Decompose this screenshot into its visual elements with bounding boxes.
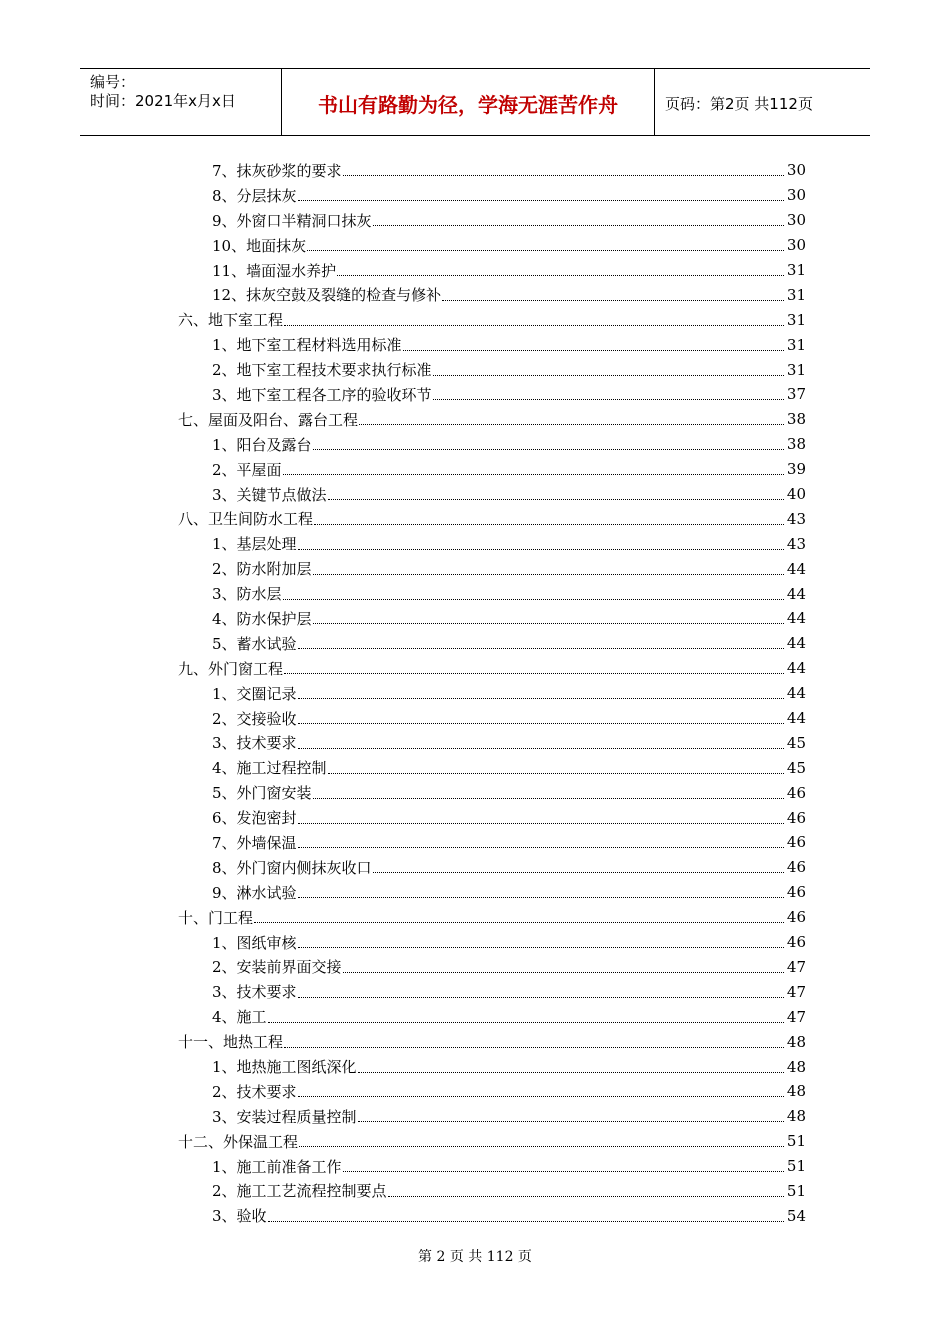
toc-dot-leader bbox=[442, 286, 784, 304]
toc-entry[interactable] bbox=[0, 1054, 950, 1079]
toc-entry-title: 十、门工程 bbox=[178, 908, 254, 927]
toc-entry-title: 1、阳台及露台 bbox=[212, 435, 312, 454]
toc-entry-title: 3、地下室工程各工序的验收环节 bbox=[212, 385, 432, 404]
toc-dot-leader bbox=[298, 186, 784, 204]
toc-entry[interactable] bbox=[0, 880, 950, 905]
toc-entry-page-number: 44 bbox=[786, 584, 806, 603]
toc-dot-leader bbox=[373, 858, 784, 876]
toc-dot-leader bbox=[373, 211, 784, 229]
toc-entry[interactable] bbox=[0, 357, 950, 382]
toc-entry-page-number: 44 bbox=[786, 659, 806, 678]
toc-entry-title: 6、发泡密封 bbox=[212, 809, 297, 828]
toc-dot-leader bbox=[284, 1033, 784, 1051]
toc-entry[interactable] bbox=[0, 855, 950, 880]
toc-dot-leader bbox=[298, 809, 784, 827]
toc-dot-leader bbox=[343, 1157, 784, 1175]
toc-entry-page-number: 31 bbox=[786, 335, 806, 354]
toc-dot-leader bbox=[268, 1207, 784, 1225]
toc-entry-title: 六、地下室工程 bbox=[178, 311, 284, 330]
toc-entry-page-number: 51 bbox=[786, 1157, 806, 1176]
toc-dot-leader bbox=[433, 385, 784, 403]
toc-entry-page-number: 31 bbox=[786, 360, 806, 379]
toc-entry-title: 2、平屋面 bbox=[212, 460, 282, 479]
toc-dot-leader bbox=[358, 1058, 784, 1076]
toc-entry-page-number: 45 bbox=[786, 733, 806, 752]
toc-entry[interactable] bbox=[0, 1203, 950, 1228]
toc-entry-title: 九、外门窗工程 bbox=[178, 659, 284, 678]
toc-entry-page-number: 46 bbox=[786, 783, 806, 802]
toc-dot-leader bbox=[298, 734, 784, 752]
toc-entry-title: 4、防水保护层 bbox=[212, 609, 312, 628]
toc-dot-leader bbox=[298, 933, 784, 951]
toc-entry-page-number: 31 bbox=[786, 310, 806, 329]
toc-entry-page-number: 48 bbox=[786, 1057, 806, 1076]
toc-dot-leader bbox=[328, 485, 784, 503]
toc-dot-leader bbox=[328, 759, 784, 777]
toc-entry[interactable] bbox=[0, 979, 950, 1004]
toc-entry-page-number: 47 bbox=[786, 1007, 806, 1026]
toc-dot-leader bbox=[358, 1107, 784, 1125]
toc-entry[interactable] bbox=[0, 432, 950, 457]
document-number-label: 编号： bbox=[90, 73, 136, 91]
toc-dot-leader bbox=[298, 883, 784, 901]
toc-entry-title: 2、防水附加层 bbox=[212, 560, 312, 579]
toc-entry-title: 12、抹灰空鼓及裂缝的检查与修补 bbox=[212, 286, 442, 305]
toc-entry-title: 9、淋水试验 bbox=[212, 883, 297, 902]
toc-dot-leader bbox=[313, 435, 784, 453]
toc-entry[interactable] bbox=[0, 606, 950, 631]
toc-dot-leader bbox=[298, 983, 784, 1001]
toc-entry-page-number: 30 bbox=[786, 211, 806, 230]
toc-entry[interactable] bbox=[0, 681, 950, 706]
toc-entry-page-number: 31 bbox=[786, 285, 806, 304]
toc-dot-leader bbox=[268, 1008, 784, 1026]
toc-entry-page-number: 46 bbox=[786, 858, 806, 877]
document-time-label: 时间：2021年x月x日 bbox=[90, 92, 236, 110]
toc-entry[interactable] bbox=[0, 506, 950, 531]
toc-dot-leader bbox=[284, 311, 784, 329]
toc-entry[interactable] bbox=[0, 656, 950, 681]
toc-dot-leader bbox=[298, 535, 784, 553]
toc-entry-title: 3、安装过程质量控制 bbox=[212, 1107, 357, 1126]
toc-entry-title: 3、验收 bbox=[212, 1207, 267, 1226]
toc-entry-title: 1、基层处理 bbox=[212, 535, 297, 554]
toc-entry-page-number: 47 bbox=[786, 982, 806, 1001]
header-motto: 书山有路勤为径，学海无涯苦作舟 bbox=[318, 92, 618, 117]
toc-dot-leader bbox=[283, 585, 784, 603]
header-meta-cell bbox=[80, 69, 282, 135]
toc-entry[interactable] bbox=[0, 332, 950, 357]
toc-dot-leader bbox=[337, 261, 784, 279]
header-motto-cell bbox=[282, 69, 655, 135]
toc-entry-page-number: 40 bbox=[786, 485, 806, 504]
toc-dot-leader bbox=[359, 410, 784, 428]
toc-entry[interactable] bbox=[0, 1029, 950, 1054]
toc-entry[interactable] bbox=[0, 930, 950, 955]
toc-entry[interactable] bbox=[0, 730, 950, 755]
toc-entry-page-number: 46 bbox=[786, 933, 806, 952]
toc-entry-title: 十一、地热工程 bbox=[178, 1033, 284, 1052]
toc-entry-title: 2、交接验收 bbox=[212, 709, 297, 728]
toc-entry-page-number: 37 bbox=[786, 385, 806, 404]
toc-entry-title: 2、地下室工程技术要求执行标准 bbox=[212, 361, 432, 380]
toc-entry[interactable] bbox=[0, 282, 950, 307]
toc-entry[interactable] bbox=[0, 457, 950, 482]
toc-entry[interactable] bbox=[0, 531, 950, 556]
toc-entry[interactable] bbox=[0, 830, 950, 855]
toc-entry[interactable] bbox=[0, 258, 950, 283]
toc-entry-title: 7、抹灰砂浆的要求 bbox=[212, 161, 342, 180]
toc-entry[interactable] bbox=[0, 1129, 950, 1154]
toc-entry-title: 3、关键节点做法 bbox=[212, 485, 327, 504]
toc-entry-title: 5、外门窗安装 bbox=[212, 784, 312, 803]
toc-entry-page-number: 44 bbox=[786, 634, 806, 653]
toc-entry-title: 1、图纸审核 bbox=[212, 933, 297, 952]
toc-entry-page-number: 48 bbox=[786, 1032, 806, 1051]
footer-page-number: 第 2 页 共 112 页 bbox=[418, 1249, 532, 1265]
toc-entry[interactable] bbox=[0, 1104, 950, 1129]
toc-dot-leader bbox=[313, 560, 784, 578]
toc-entry-page-number: 48 bbox=[786, 1082, 806, 1101]
toc-entry[interactable] bbox=[0, 1004, 950, 1029]
toc-entry-page-number: 46 bbox=[786, 808, 806, 827]
toc-entry-title: 八、卫生间防水工程 bbox=[178, 510, 314, 529]
toc-entry-title: 10、地面抹灰 bbox=[212, 236, 307, 255]
toc-entry-page-number: 47 bbox=[786, 957, 806, 976]
toc-entry-page-number: 45 bbox=[786, 758, 806, 777]
toc-dot-leader bbox=[313, 609, 784, 627]
toc-entry[interactable] bbox=[0, 482, 950, 507]
toc-dot-leader bbox=[298, 709, 784, 727]
toc-entry-title: 8、分层抹灰 bbox=[212, 186, 297, 205]
toc-entry[interactable] bbox=[0, 706, 950, 731]
toc-entry[interactable] bbox=[0, 183, 950, 208]
toc-entry-title: 3、技术要求 bbox=[212, 983, 297, 1002]
toc-entry-title: 七、屋面及阳台、露台工程 bbox=[178, 410, 359, 429]
toc-dot-leader bbox=[403, 336, 784, 354]
toc-dot-leader bbox=[313, 784, 784, 802]
page-header bbox=[80, 68, 870, 136]
page-footer bbox=[0, 1246, 950, 1266]
table-of-contents bbox=[0, 158, 950, 1228]
toc-entry-page-number: 51 bbox=[786, 1132, 806, 1151]
toc-dot-leader bbox=[254, 908, 784, 926]
toc-entry[interactable] bbox=[0, 407, 950, 432]
toc-entry-page-number: 30 bbox=[786, 236, 806, 255]
toc-dot-leader bbox=[284, 659, 784, 677]
toc-dot-leader bbox=[314, 510, 784, 528]
toc-entry-page-number: 39 bbox=[786, 460, 806, 479]
toc-entry[interactable] bbox=[0, 556, 950, 581]
toc-entry-page-number: 51 bbox=[786, 1181, 806, 1200]
header-page-info: 页码：第2页 共112页 bbox=[665, 94, 813, 113]
toc-entry[interactable] bbox=[0, 1079, 950, 1104]
toc-entry[interactable] bbox=[0, 208, 950, 233]
toc-entry[interactable] bbox=[0, 780, 950, 805]
toc-entry-title: 1、交圈记录 bbox=[212, 684, 297, 703]
toc-dot-leader bbox=[343, 958, 784, 976]
toc-entry-page-number: 43 bbox=[786, 534, 806, 553]
toc-entry-title: 4、施工过程控制 bbox=[212, 759, 327, 778]
header-page-cell bbox=[655, 69, 870, 135]
toc-entry[interactable] bbox=[0, 307, 950, 332]
toc-entry[interactable] bbox=[0, 158, 950, 183]
toc-entry-title: 2、施工工艺流程控制要点 bbox=[212, 1182, 387, 1201]
toc-entry-page-number: 30 bbox=[786, 161, 806, 180]
toc-entry-title: 9、外窗口半精洞口抹灰 bbox=[212, 211, 372, 230]
toc-entry-title: 3、防水层 bbox=[212, 585, 282, 604]
toc-entry[interactable] bbox=[0, 755, 950, 780]
toc-entry-page-number: 30 bbox=[786, 186, 806, 205]
toc-entry[interactable] bbox=[0, 1154, 950, 1179]
toc-dot-leader bbox=[298, 1082, 784, 1100]
toc-entry-title: 11、墙面湿水养护 bbox=[212, 261, 337, 280]
toc-entry[interactable] bbox=[0, 905, 950, 930]
toc-entry-page-number: 31 bbox=[786, 261, 806, 279]
toc-entry-title: 十二、外保温工程 bbox=[178, 1132, 299, 1151]
toc-entry-page-number: 44 bbox=[786, 684, 806, 703]
toc-entry-page-number: 44 bbox=[786, 609, 806, 628]
toc-entry-page-number: 48 bbox=[786, 1107, 806, 1126]
toc-dot-leader bbox=[343, 161, 784, 179]
toc-entry-title: 1、地热施工图纸深化 bbox=[212, 1058, 357, 1076]
toc-dot-leader bbox=[283, 460, 784, 478]
toc-entry[interactable] bbox=[0, 955, 950, 980]
toc-entry-title: 3、技术要求 bbox=[212, 734, 297, 753]
toc-entry-page-number: 44 bbox=[786, 709, 806, 728]
toc-entry-title: 5、蓄水试验 bbox=[212, 634, 297, 653]
toc-entry[interactable] bbox=[0, 631, 950, 656]
toc-entry-page-number: 46 bbox=[786, 833, 806, 852]
toc-dot-leader bbox=[298, 833, 784, 851]
toc-entry-page-number: 54 bbox=[786, 1206, 806, 1225]
toc-dot-leader bbox=[299, 1132, 784, 1150]
toc-entry-title: 7、外墙保温 bbox=[212, 833, 297, 852]
toc-entry-title: 4、施工 bbox=[212, 1008, 267, 1027]
toc-entry[interactable] bbox=[0, 382, 950, 407]
toc-entry-title: 2、技术要求 bbox=[212, 1082, 297, 1101]
toc-entry[interactable] bbox=[0, 233, 950, 258]
toc-entry-title: 1、施工前准备工作 bbox=[212, 1157, 342, 1176]
toc-entry[interactable] bbox=[0, 1179, 950, 1204]
toc-entry-page-number: 38 bbox=[786, 435, 806, 454]
toc-entry-title: 1、地下室工程材料选用标准 bbox=[212, 336, 402, 355]
toc-dot-leader bbox=[388, 1182, 784, 1200]
toc-entry[interactable] bbox=[0, 581, 950, 606]
toc-dot-leader bbox=[433, 361, 784, 379]
toc-entry-page-number: 43 bbox=[786, 509, 806, 528]
toc-entry-page-number: 44 bbox=[786, 559, 806, 578]
toc-entry-title: 8、外门窗内侧抹灰收口 bbox=[212, 858, 372, 877]
toc-entry-page-number: 46 bbox=[786, 908, 806, 927]
toc-entry[interactable] bbox=[0, 805, 950, 830]
toc-dot-leader bbox=[298, 634, 784, 652]
toc-entry-page-number: 46 bbox=[786, 883, 806, 902]
toc-dot-leader bbox=[307, 236, 784, 254]
toc-entry-title: 2、安装前界面交接 bbox=[212, 958, 342, 977]
toc-entry-page-number: 38 bbox=[786, 410, 806, 429]
toc-dot-leader bbox=[298, 684, 784, 702]
